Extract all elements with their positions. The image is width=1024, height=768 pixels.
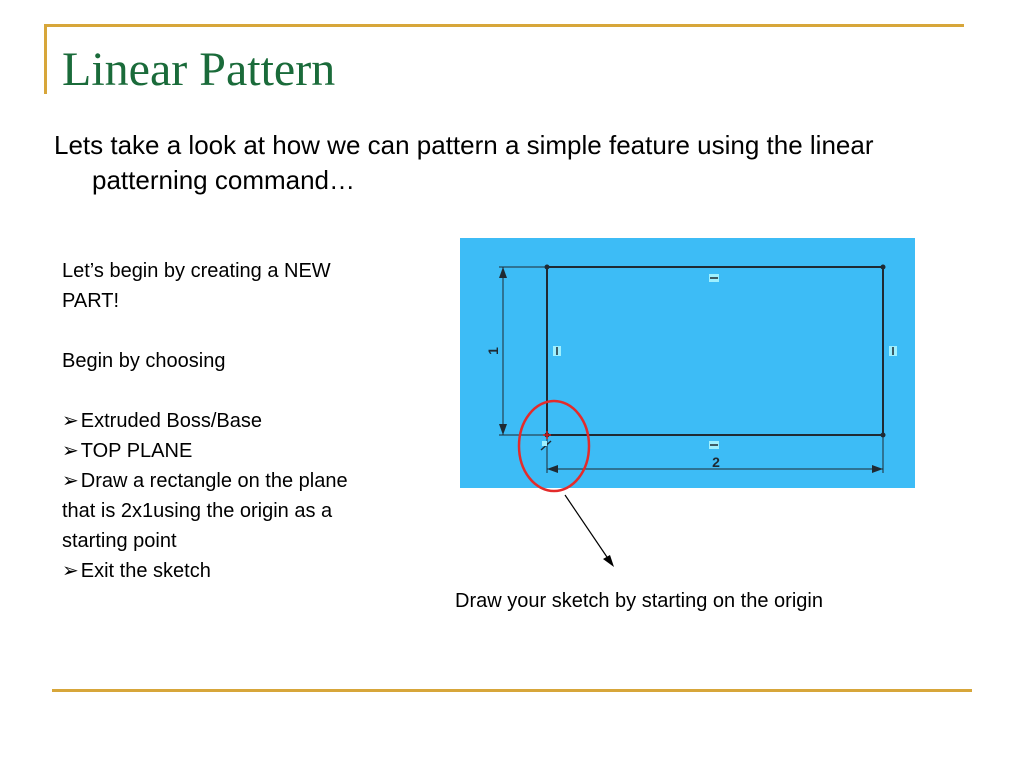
height-dimension-label: 1 [485, 347, 501, 355]
arrow-bullet-icon: ➢ [62, 410, 79, 432]
list-item: ➢ TOP PLANE [62, 440, 193, 462]
slide-title: Linear Pattern [62, 43, 336, 96]
vertical-relation-icon [889, 346, 897, 356]
vertical-relation-icon [553, 346, 561, 356]
horizontal-relation-icon [709, 274, 719, 282]
instruction-new-part: Let’s begin by creating a NEW PART! [62, 260, 331, 312]
arrow-bullet-icon: ➢ [62, 560, 79, 582]
vertex-point [881, 265, 886, 270]
horizontal-relation-icon [709, 441, 719, 449]
pointer-arrow [565, 495, 614, 567]
list-item: ➢ Extruded Boss/Base [62, 410, 262, 432]
list-item: ➢ Exit the sketch [62, 560, 211, 582]
instruction-begin: Begin by choosing [62, 350, 226, 372]
sketch-caption: Draw your sketch by starting on the origin [455, 590, 823, 612]
list-item: ➢ Draw a rectangle on the plane that is 2x1using the origin as a starting point [62, 470, 348, 552]
frame-bottom-rule [52, 689, 972, 692]
arrow-bullet-icon: ➢ [62, 470, 79, 492]
sketch-background [460, 238, 915, 488]
intro-text: Lets take a look at how we can pattern a simple feature using the linear patterning command… [54, 130, 874, 195]
width-dimension-label: 2 [712, 454, 720, 470]
arrow-bullet-icon: ➢ [62, 440, 79, 462]
